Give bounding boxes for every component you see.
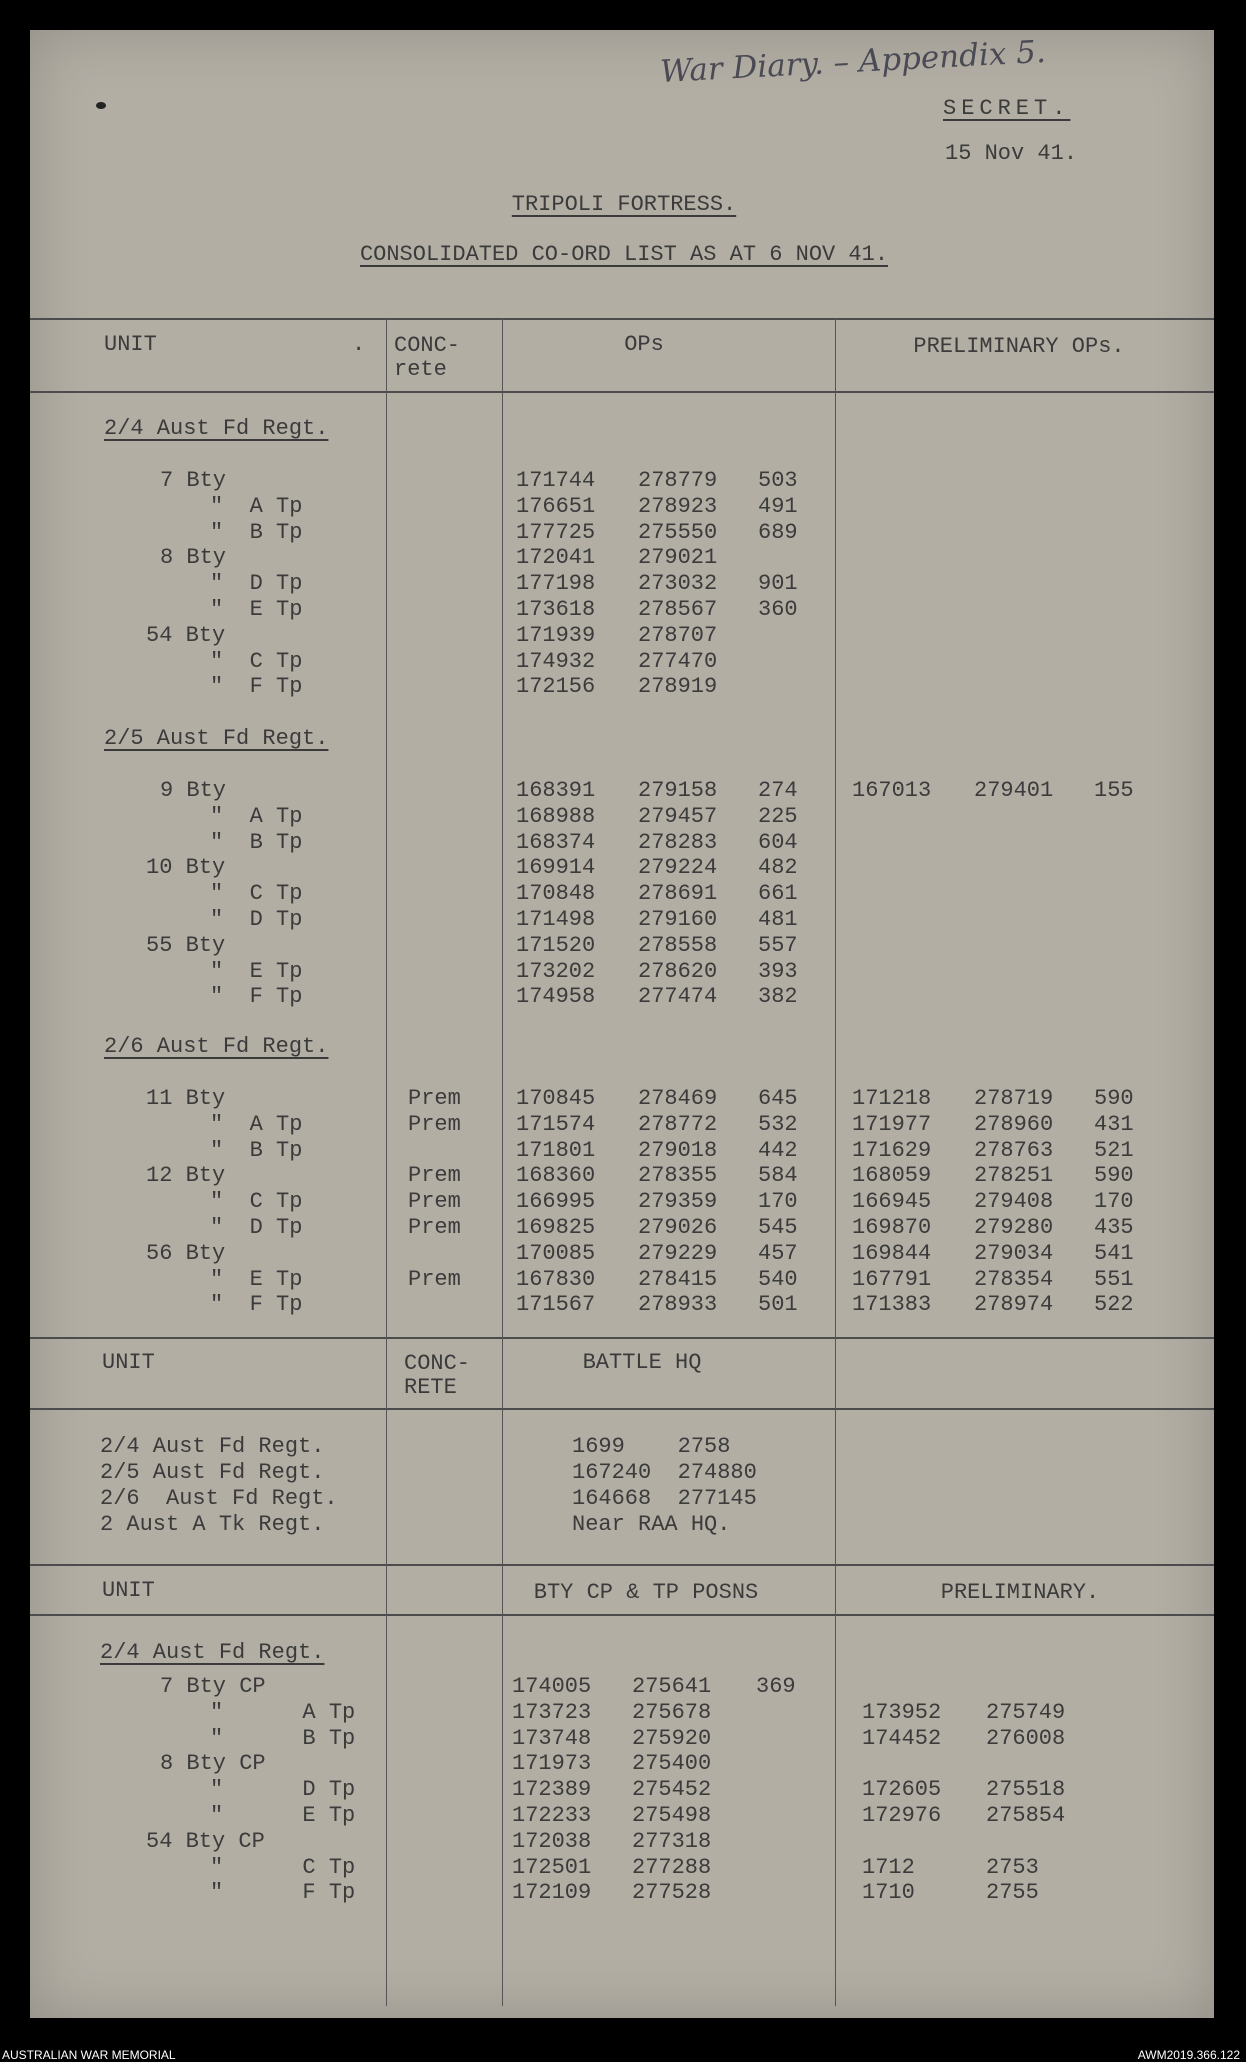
battle-hq: 167240 274880 bbox=[572, 1460, 757, 1485]
prelim-height: 170 bbox=[1094, 1189, 1134, 1215]
pos-northing: 275498 bbox=[632, 1803, 712, 1828]
op-height: 540 bbox=[758, 1266, 798, 1292]
unit-label: " F Tp bbox=[210, 1292, 303, 1318]
concrete-value: Prem bbox=[408, 1266, 461, 1292]
prelim-northing: 2755 bbox=[986, 1880, 1039, 1906]
unit-label: " F Tp bbox=[210, 1880, 356, 1906]
pos-easting: 173748 bbox=[512, 1725, 592, 1751]
prelim-easting: 171629 bbox=[852, 1137, 932, 1163]
prelim-northing: 278960 bbox=[974, 1111, 1054, 1137]
pos-northing: 275641 bbox=[632, 1674, 712, 1699]
prelim-height: 431 bbox=[1094, 1111, 1134, 1137]
prelim-northing: 276008 bbox=[986, 1725, 1066, 1751]
op-height: 481 bbox=[758, 907, 798, 932]
op-height: 274 bbox=[758, 778, 798, 803]
pos-northing: 275452 bbox=[632, 1777, 712, 1803]
op-easting: 171520 bbox=[516, 932, 596, 958]
prelim-height: 155 bbox=[1094, 778, 1134, 803]
classification: SECRET. bbox=[943, 96, 1071, 121]
pos-northing: 275678 bbox=[632, 1699, 712, 1725]
unit-label: 54 Bty bbox=[146, 622, 226, 648]
op-easting: 170848 bbox=[516, 881, 596, 907]
op-northing: 278355 bbox=[638, 1163, 718, 1189]
op-height: 482 bbox=[758, 855, 798, 881]
op-easting: 168374 bbox=[516, 829, 596, 855]
op-height: 545 bbox=[758, 1215, 798, 1240]
pos-easting: 172389 bbox=[512, 1777, 592, 1803]
rule-table2-header bbox=[30, 1408, 1214, 1410]
unit-label: 10 Bty bbox=[146, 855, 226, 881]
unit-label: " F Tp bbox=[210, 984, 303, 1010]
op-easting: 169825 bbox=[516, 1215, 596, 1240]
op-height: 442 bbox=[758, 1137, 798, 1163]
op-northing: 278620 bbox=[638, 958, 718, 984]
rule-table2-top bbox=[30, 1337, 1214, 1339]
op-northing: 279018 bbox=[638, 1137, 718, 1163]
prelim-northing: 278719 bbox=[974, 1086, 1054, 1111]
unit-label: " F Tp bbox=[210, 674, 303, 700]
unit-label: 2/4 Aust Fd Regt. bbox=[100, 1434, 325, 1459]
op-easting: 167830 bbox=[516, 1266, 596, 1292]
op-height: 457 bbox=[758, 1240, 798, 1266]
prelim-easting: 171218 bbox=[852, 1086, 932, 1111]
battle-hq: Near RAA HQ. bbox=[572, 1512, 731, 1537]
unit-label: " C Tp bbox=[210, 648, 303, 674]
op-northing: 279158 bbox=[638, 778, 718, 803]
document-date: 15 Nov 41. bbox=[945, 141, 1078, 166]
op-northing: 278919 bbox=[638, 674, 718, 700]
pos-easting: 173723 bbox=[512, 1699, 592, 1725]
table1-header-unit-dot: . bbox=[352, 332, 366, 357]
unit-label: " B Tp bbox=[210, 829, 303, 855]
op-height: 604 bbox=[758, 829, 798, 855]
prelim-northing: 2753 bbox=[986, 1854, 1039, 1880]
unit-label: 11 Bty bbox=[146, 1086, 226, 1111]
unit-label: " E Tp bbox=[210, 958, 303, 984]
pos-easting: 172109 bbox=[512, 1880, 592, 1906]
op-height: 661 bbox=[758, 881, 798, 907]
prelim-northing: 278251 bbox=[974, 1163, 1054, 1189]
op-northing: 278707 bbox=[638, 622, 718, 648]
unit-label: " C Tp bbox=[210, 881, 303, 907]
op-northing: 278567 bbox=[638, 597, 718, 622]
unit-label: " E Tp bbox=[210, 597, 303, 622]
pos-height: 369 bbox=[756, 1674, 796, 1699]
op-height: 393 bbox=[758, 958, 798, 984]
table1-header-ops: OPs bbox=[624, 332, 664, 357]
rule-table3-top bbox=[30, 1564, 1214, 1566]
prelim-northing: 275749 bbox=[986, 1699, 1066, 1725]
op-height: 584 bbox=[758, 1163, 798, 1189]
prelim-easting: 171977 bbox=[852, 1111, 932, 1137]
op-easting: 170845 bbox=[516, 1086, 596, 1111]
pos-northing: 277288 bbox=[632, 1854, 712, 1880]
op-easting: 171498 bbox=[516, 907, 596, 932]
prelim-northing: 275518 bbox=[986, 1777, 1066, 1803]
op-easting: 171574 bbox=[516, 1111, 596, 1137]
prelim-easting: 173952 bbox=[862, 1699, 942, 1725]
unit-label: " B Tp bbox=[210, 519, 303, 545]
unit-label: " E Tp bbox=[210, 1266, 303, 1292]
unit-label: " B Tp bbox=[210, 1137, 303, 1163]
op-easting: 174932 bbox=[516, 648, 596, 674]
unit-label: " B Tp bbox=[210, 1725, 356, 1751]
unit-label: 9 Bty bbox=[160, 778, 227, 803]
rule-header1 bbox=[30, 391, 1214, 393]
concrete-value: Prem bbox=[408, 1111, 461, 1137]
op-northing: 279160 bbox=[638, 907, 718, 932]
op-easting: 171567 bbox=[516, 1292, 596, 1318]
op-easting: 171939 bbox=[516, 622, 596, 648]
prelim-northing: 279401 bbox=[974, 778, 1054, 803]
op-northing: 278283 bbox=[638, 829, 718, 855]
unit-label: 12 Bty bbox=[146, 1163, 226, 1189]
op-easting: 169914 bbox=[516, 855, 596, 881]
pos-northing: 275920 bbox=[632, 1725, 712, 1751]
op-easting: 168988 bbox=[516, 803, 596, 829]
op-northing: 278772 bbox=[638, 1111, 718, 1137]
op-northing: 279021 bbox=[638, 545, 718, 571]
op-easting: 177198 bbox=[516, 571, 596, 597]
unit-label: 8 Bty bbox=[160, 545, 227, 571]
prelim-height: 590 bbox=[1094, 1086, 1134, 1111]
op-northing: 278415 bbox=[638, 1266, 718, 1292]
concrete-value: Prem bbox=[408, 1215, 461, 1240]
pos-northing: 275400 bbox=[632, 1751, 712, 1777]
op-northing: 277474 bbox=[638, 984, 718, 1010]
ink-mark bbox=[96, 102, 106, 109]
prelim-easting: 167791 bbox=[852, 1266, 932, 1292]
op-height: 382 bbox=[758, 984, 798, 1010]
battle-hq: 164668 277145 bbox=[572, 1486, 757, 1511]
op-height: 170 bbox=[758, 1189, 798, 1215]
op-easting: 173202 bbox=[516, 958, 596, 984]
handwritten-note: War Diary. – Appendix 5. bbox=[659, 33, 1047, 91]
op-northing: 279359 bbox=[638, 1189, 718, 1215]
unit-label: " C Tp bbox=[210, 1189, 303, 1215]
rule-table3-header bbox=[30, 1614, 1214, 1616]
table1-header-concrete: CONC- rete bbox=[394, 333, 461, 382]
op-height: 491 bbox=[758, 493, 798, 519]
column-divider-1 bbox=[386, 318, 387, 2006]
column-divider-3 bbox=[835, 318, 836, 2006]
unit-label: " C Tp bbox=[210, 1854, 356, 1880]
op-northing: 278923 bbox=[638, 493, 718, 519]
table3-header-prelim: PRELIMINARY. bbox=[940, 1580, 1100, 1605]
footer-catalogue: AWM2019.366.122 bbox=[1137, 2048, 1240, 2062]
op-height: 532 bbox=[758, 1111, 798, 1137]
op-easting: 171801 bbox=[516, 1137, 596, 1163]
unit-label: " A Tp bbox=[210, 1699, 356, 1725]
prelim-height: 522 bbox=[1094, 1292, 1134, 1318]
prelim-easting: 172605 bbox=[862, 1777, 942, 1803]
op-easting: 176651 bbox=[516, 493, 596, 519]
op-northing: 279229 bbox=[638, 1240, 718, 1266]
op-height: 689 bbox=[758, 519, 798, 545]
table3-header-posns: BTY CP & TP POSNS bbox=[533, 1580, 759, 1605]
op-easting: 172041 bbox=[516, 545, 596, 571]
prelim-height: 541 bbox=[1094, 1240, 1134, 1266]
op-easting: 172156 bbox=[516, 674, 596, 700]
op-northing: 279224 bbox=[638, 855, 718, 881]
unit-label: 55 Bty bbox=[146, 932, 226, 958]
unit-label: " A Tp bbox=[210, 1111, 303, 1137]
op-northing: 278558 bbox=[638, 932, 718, 958]
prelim-northing: 279408 bbox=[974, 1189, 1054, 1215]
table3-header-unit: UNIT bbox=[102, 1578, 155, 1603]
prelim-easting: 166945 bbox=[852, 1189, 932, 1215]
concrete-value: Prem bbox=[408, 1189, 461, 1215]
op-northing: 279026 bbox=[638, 1215, 718, 1240]
op-height: 225 bbox=[758, 803, 798, 829]
unit-label: 7 Bty bbox=[160, 468, 227, 493]
prelim-northing: 279280 bbox=[974, 1215, 1054, 1240]
battle-hq: 1699 2758 bbox=[572, 1434, 731, 1459]
prelim-northing: 278974 bbox=[974, 1292, 1054, 1318]
pos-easting: 174005 bbox=[512, 1674, 592, 1699]
unit-label: 7 Bty CP bbox=[160, 1674, 266, 1699]
unit-label: " D Tp bbox=[210, 1777, 356, 1803]
prelim-height: 590 bbox=[1094, 1163, 1134, 1189]
table3-group-heading: 2/4 Aust Fd Regt. bbox=[100, 1640, 325, 1665]
op-easting: 177725 bbox=[516, 519, 596, 545]
prelim-easting: 1712 bbox=[862, 1854, 915, 1880]
prelim-easting: 167013 bbox=[852, 778, 932, 803]
table1-header-prelim: PRELIMINARY OPs. bbox=[913, 334, 1125, 359]
unit-label: " E Tp bbox=[210, 1803, 356, 1828]
prelim-northing: 278763 bbox=[974, 1137, 1054, 1163]
prelim-northing: 279034 bbox=[974, 1240, 1054, 1266]
op-northing: 277470 bbox=[638, 648, 718, 674]
pos-easting: 172038 bbox=[512, 1828, 592, 1854]
unit-label: " A Tp bbox=[210, 493, 303, 519]
concrete-value: Prem bbox=[408, 1163, 461, 1189]
op-height: 503 bbox=[758, 468, 798, 493]
prelim-easting: 171383 bbox=[852, 1292, 932, 1318]
prelim-northing: 275854 bbox=[986, 1803, 1066, 1828]
op-easting: 166995 bbox=[516, 1189, 596, 1215]
op-northing: 273032 bbox=[638, 571, 718, 597]
unit-label: " D Tp bbox=[210, 571, 303, 597]
unit-label: 2 Aust A Tk Regt. bbox=[100, 1512, 325, 1537]
op-height: 557 bbox=[758, 932, 798, 958]
document-title: TRIPOLI FORTRESS. bbox=[511, 192, 737, 217]
op-easting: 170085 bbox=[516, 1240, 596, 1266]
op-northing: 278691 bbox=[638, 881, 718, 907]
op-northing: 279457 bbox=[638, 803, 718, 829]
unit-label: " D Tp bbox=[210, 907, 303, 932]
op-height: 501 bbox=[758, 1292, 798, 1318]
table2-header-unit: UNIT bbox=[102, 1350, 155, 1375]
group-heading: 2/4 Aust Fd Regt. bbox=[104, 416, 329, 441]
footer-institution: AUSTRALIAN WAR MEMORIAL bbox=[2, 2048, 176, 2062]
pos-easting: 172233 bbox=[512, 1803, 592, 1828]
pos-northing: 277528 bbox=[632, 1880, 712, 1906]
prelim-easting: 168059 bbox=[852, 1163, 932, 1189]
pos-northing: 277318 bbox=[632, 1828, 712, 1854]
pos-easting: 171973 bbox=[512, 1751, 592, 1777]
prelim-height: 435 bbox=[1094, 1215, 1134, 1240]
op-easting: 174958 bbox=[516, 984, 596, 1010]
concrete-value: Prem bbox=[408, 1086, 461, 1111]
unit-label: 8 Bty CP bbox=[160, 1751, 266, 1777]
op-height: 360 bbox=[758, 597, 798, 622]
document-subtitle: CONSOLIDATED CO-ORD LIST AS AT 6 NOV 41. bbox=[359, 242, 889, 267]
prelim-easting: 169870 bbox=[852, 1215, 932, 1240]
table2-header-concrete: CONC- RETE bbox=[404, 1351, 471, 1400]
prelim-easting: 169844 bbox=[852, 1240, 932, 1266]
unit-label: 2/6 Aust Fd Regt. bbox=[100, 1486, 338, 1511]
pos-easting: 172501 bbox=[512, 1854, 592, 1880]
unit-label: 2/5 Aust Fd Regt. bbox=[100, 1460, 325, 1485]
group-heading: 2/6 Aust Fd Regt. bbox=[104, 1034, 329, 1059]
prelim-height: 521 bbox=[1094, 1137, 1134, 1163]
op-height: 645 bbox=[758, 1086, 798, 1111]
prelim-easting: 174452 bbox=[862, 1725, 942, 1751]
unit-label: " A Tp bbox=[210, 803, 303, 829]
op-northing: 275550 bbox=[638, 519, 718, 545]
op-northing: 278779 bbox=[638, 468, 718, 493]
unit-label: " D Tp bbox=[210, 1215, 303, 1240]
unit-label: 56 Bty bbox=[146, 1240, 226, 1266]
op-northing: 278933 bbox=[638, 1292, 718, 1318]
table2-header-hq: BATTLE HQ bbox=[582, 1350, 702, 1375]
op-easting: 173618 bbox=[516, 597, 596, 622]
prelim-northing: 278354 bbox=[974, 1266, 1054, 1292]
op-easting: 168391 bbox=[516, 778, 596, 803]
op-easting: 171744 bbox=[516, 468, 596, 493]
group-heading: 2/5 Aust Fd Regt. bbox=[104, 726, 329, 751]
op-northing: 278469 bbox=[638, 1086, 718, 1111]
op-height: 901 bbox=[758, 571, 798, 597]
op-easting: 168360 bbox=[516, 1163, 596, 1189]
unit-label: 54 Bty CP bbox=[146, 1828, 265, 1854]
column-divider-2 bbox=[502, 318, 503, 2006]
table1-header-unit: UNIT bbox=[104, 332, 157, 357]
prelim-easting: 172976 bbox=[862, 1803, 942, 1828]
rule-top bbox=[30, 318, 1214, 320]
prelim-height: 551 bbox=[1094, 1266, 1134, 1292]
prelim-easting: 1710 bbox=[862, 1880, 915, 1906]
